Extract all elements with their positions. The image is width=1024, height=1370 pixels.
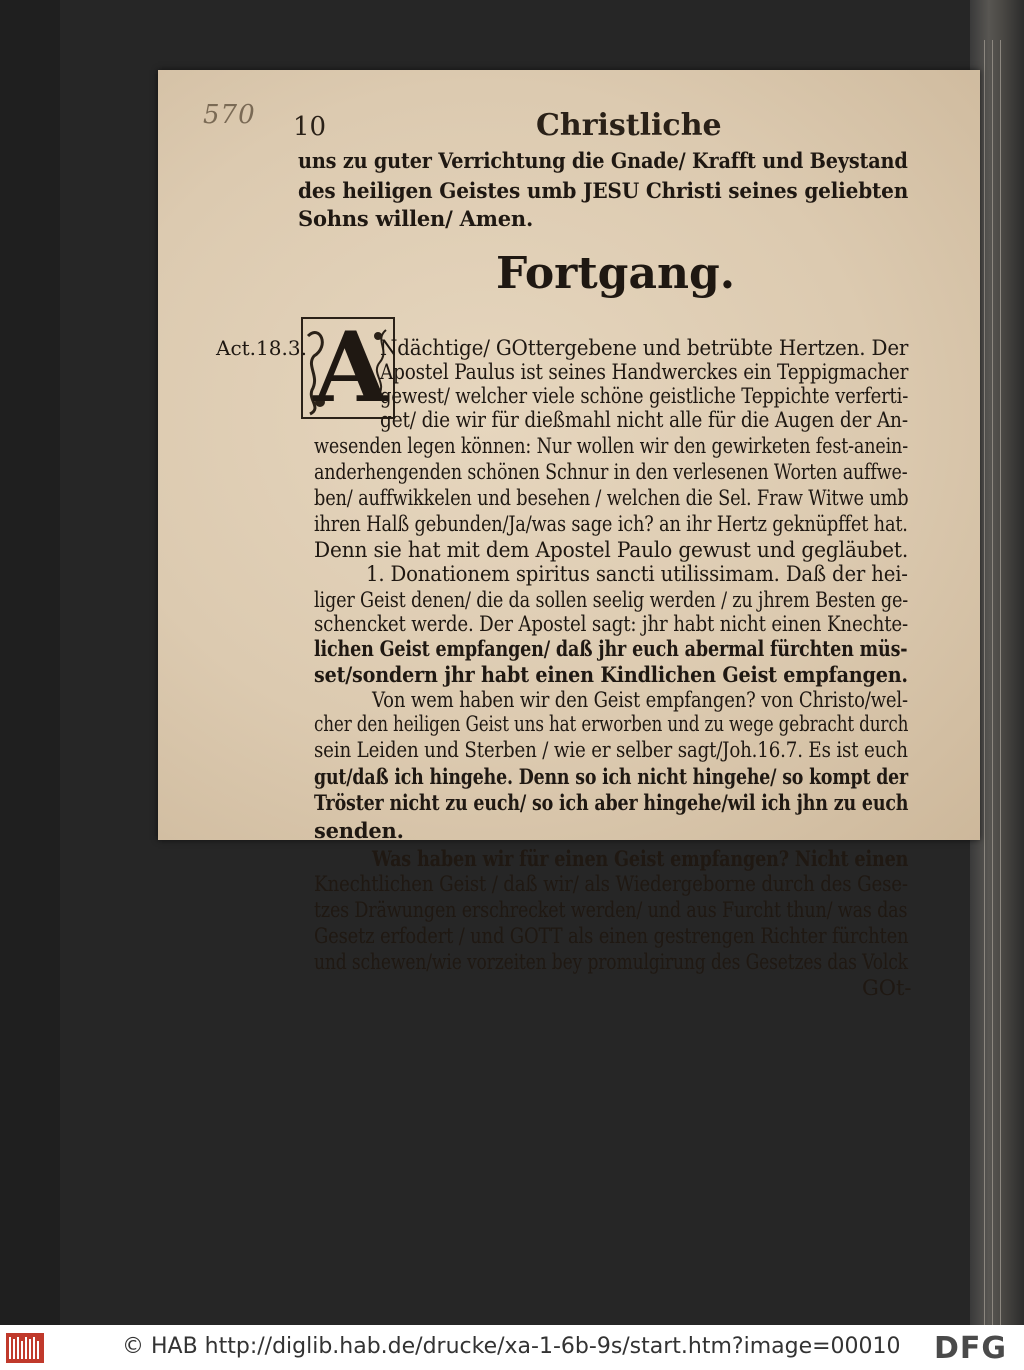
hab-library-logo-icon — [6, 1333, 44, 1363]
text-line: ihren Halß gebunden/Ja/was sage ich? an ihr Hertz geknüpffet hat. — [314, 512, 908, 536]
text-line: Denn sie hat mit dem Apostel Paulo gewust und gegläubet. — [314, 538, 909, 562]
footer-bar — [0, 1325, 1024, 1370]
text-line: Was haben wir für einen Geist empfangen? Nicht einen — [372, 846, 909, 871]
text-line: gewest/ welcher viele schöne geistliche Teppichte verferti- — [380, 384, 909, 408]
text-line: cher den heiligen Geist uns hat erworben und zu wege gebracht durch — [314, 712, 909, 736]
text-line: schencket werde. Der Apostel sagt: jhr habt nicht einen Knechte- — [314, 612, 908, 636]
text-line: lichen Geist empfangen/ daß jhr euch abermal fürchten müs- — [314, 636, 908, 661]
text-line: tzes Dräwungen erschrecket werden/ und aus Furcht thun/ was das — [314, 898, 908, 922]
dfg-logo: DFG — [934, 1331, 1008, 1366]
text-line: ben/ auffwikkelen und besehen / welchen die Sel. Fraw Witwe umb — [314, 486, 909, 510]
page-number: 10 — [293, 112, 327, 142]
text-line: Von wem haben wir den Geist empfangen? von Christo/wel- — [372, 688, 908, 712]
text-line: Tröster nicht zu euch/ so ich aber hingehe/wil ich jhn zu euch — [314, 790, 909, 815]
text-line: anderhengenden schönen Schnur in den verlesenen Worten auffwe- — [314, 460, 908, 484]
running-head: Christliche — [536, 108, 722, 143]
left-margin-area — [0, 0, 60, 1325]
handwritten-folio-mark: 570 — [203, 100, 256, 130]
section-title: Fortgang. — [496, 248, 736, 299]
text-line: Knechtlichen Geist / daß wir/ als Wiedergeborne durch des Gese- — [314, 872, 908, 896]
text-line: Ndächtige/ GOttergebene und betrübte Hertzen. Der — [380, 336, 909, 360]
text-line: get/ die wir für dießmahl nicht alle für die Augen der An- — [380, 408, 908, 432]
text-line: set/sondern jhr habt einen Kindlichen Geist empfangen. — [314, 662, 908, 687]
text-line: des heiligen Geistes umb JESU Christi seines geliebten — [298, 178, 909, 203]
text-line: Apostel Paulus ist seines Handwerckes ein Teppigmacher — [380, 360, 909, 384]
drop-cap-initial: A — [313, 311, 389, 424]
source-link[interactable]: © HAB http://diglib.hab.de/drucke/xa-1-6b-9s/start.htm?image=00010 — [122, 1334, 901, 1359]
text-line: und schewen/wie vorzeiten bey promulgirung des Gesetzes das Volck — [314, 950, 908, 974]
text-line: sein Leiden und Sterben / wie er selber sagt/Joh.16.7. Es ist euch — [314, 738, 908, 762]
margin-note: Act.18.3. — [216, 336, 307, 360]
text-line: 1. Donationem spiritus sancti utilissimam. Daß der hei- — [366, 562, 908, 586]
text-line: Sohns willen/ Amen. — [298, 206, 534, 231]
catchword: GOt- — [862, 976, 912, 1000]
text-line: senden. — [314, 818, 404, 843]
text-line: Gesetz erfodert / und GOTT als einen gestrengen Richter fürchten — [314, 924, 909, 948]
text-line: liger Geist denen/ die da sollen seelig werden / zu jhrem Besten ge- — [314, 588, 909, 612]
text-line: uns zu guter Verrichtung die Gnade/ Krafft und Beystand — [298, 148, 908, 173]
text-line: gut/daß ich hingehe. Denn so ich nicht hingehe/ so kompt der — [314, 764, 909, 789]
text-line: wesenden legen können: Nur wollen wir den gewirketen fest-anein- — [314, 434, 908, 458]
